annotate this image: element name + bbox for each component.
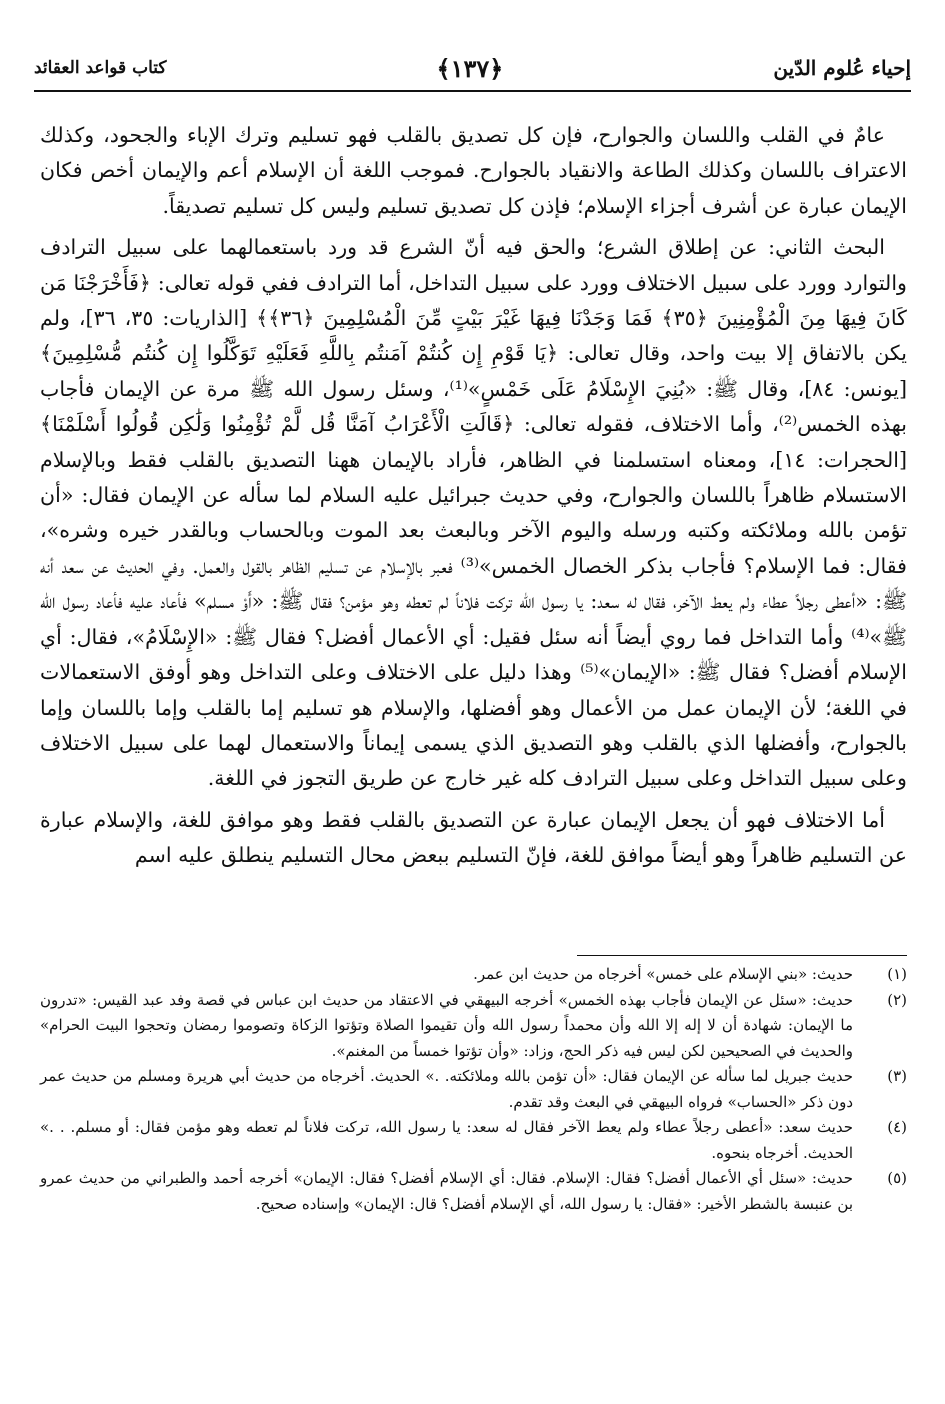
- footnote-text: حديث: «بني الإسلام على خمس» أخرجاه من حديث ابن عمر.: [473, 965, 853, 983]
- footnote-2: [40, 988, 907, 1065]
- book-title: إحياء عُلوم الدّين: [773, 56, 911, 80]
- footnote-text: حديث: «سئل عن الإيمان فأجاب بهذه الخمس» أخرجه البيهقي في الاعتقاد من حديث ابن عباس في قصة وفد عبد القيس: «تدرون ما الإيمان: شهادة أن لا إله إلا الله وأن محمداً رسول الله وأن تقيموا الصلاة وتؤتوا الزكاة وتصوموا رمضان وتحجوا البيت الحرام» والحديث في الصحيحين لكن ليس فيه ذكر الحج، وزاد: «وأن تؤتوا خمساً من المغنم».: [40, 990, 853, 1060]
- footnote-number: (٥): [887, 1169, 907, 1187]
- footnote-1: [40, 962, 907, 988]
- footnote-number: (٣): [887, 1067, 907, 1085]
- footnote-separator: [577, 955, 907, 956]
- footnote-4: [40, 1115, 907, 1166]
- footnote-3: [40, 1064, 907, 1115]
- paragraph-1: عامٌ في القلب واللسان والجوارح، فإن كل تصديق بالقلب فهو تسليم وترك الإباء والجحود، وكذلك الاعتراف باللسان وكذلك الطاعة والانقياد بالجوارح. فموجب اللغة أن الإسلام أعم والإيمان أخص فكان الإيمان عبارة عن أشرف أجزاء الإسلام؛ فإذن كل تصديق تسليم وليس كل تسليم تصديقاً.: [40, 123, 907, 218]
- main-text: [40, 118, 907, 874]
- footnote-text: حديث جبريل لما سأله عن الإيمان فقال: «أن تؤمن بالله وملائكته. .» الحديث. أخرجاه من حديث أبي هريرة ومسلم من حديث عمر دون ذكر «الحساب» فرواه البيهقي في البعث وقد تقدم.: [40, 1067, 853, 1111]
- footnote-number: (١): [887, 965, 907, 983]
- footnote-number: (٢): [887, 990, 907, 1009]
- footnote-number: (٤): [887, 1118, 907, 1136]
- page-header: [34, 50, 911, 92]
- paragraph-3: أما الاختلاف فهو أن يجعل الإيمان عبارة عن التصديق بالقلب فقط وهو موافق للغة، والإسلام عبارة عن التسليم ظاهراً وهو أيضاً موافق للغة، فإنّ التسليم ببعض محال التسليم ينطلق عليه اسم: [40, 807, 907, 868]
- section-title: كتاب قواعد العقائد: [34, 58, 167, 78]
- footnote-text: حديث: «سئل أي الأعمال أفضل؟ فقال: الإسلام. فقال: أي الإسلام أفضل؟ فقال: الإيمان» أخرجه أحمد والطبراني من حديث عمرو بن عنبسة بالشطر الأخير: «فقال: يا رسول الله، أي الإسلام أفضل؟ قال: الإيمان» وإسناده صحيح.: [40, 1169, 853, 1213]
- footnote-text: حديث سعد: «أعطى رجلاً عطاء ولم يعط الآخر فقال له سعد: يا رسول الله، تركت فلاناً لم تعطه وهو مؤمن فقال: أو مسلم. . .» الحديث. أخرجاه بنحوه.: [40, 1118, 853, 1162]
- footnotes: [40, 962, 907, 1217]
- paragraph-2: البحث الثاني: عن إطلاق الشرع؛ والحق فيه أنّ الشرع قد ورد باستعمالهما على سبيل الترادف والتوارد وورد على سبيل الاختلاف وورد على سبيل التداخل، أما الترادف ففي قوله تعالى: ﴿فَأَخْرَجْنَا مَن كَانَ فِيهَا مِنَ الْمُؤْمِنِينَ ﴿٣٥﴾ فَمَا وَجَدْنَا فِيهَا غَيْرَ بَيْتٍ مِّنَ الْمُسْلِمِينَ ﴿٣٦﴾﴾ [الذاريات: ٣٥، ٣٦]، ولم يكن بالاتفاق إلا بيت واحد، وقال تعالى: ﴿يَا قَوْمِ إِن كُنتُمْ آمَنتُم بِاللَّهِ فَعَلَيْهِ تَوَكَّلُوا إِن كُنتُم مُّسْلِمِينَ﴾ [يونس: ٨٤]، وقال ﷺ: «بُنِيَ الإِسْلَامُ عَلَى خَمْسٍ»⁽¹⁾، وسئل رسول الله ﷺ مرة عن الإيمان فأجاب بهذه الخمس⁽²⁾، وأما الاختلاف، فقوله تعالى: ﴿قَالَتِ الْأَعْرَابُ آمَنَّا قُل لَّمْ تُؤْمِنُوا وَلَٰكِن قُولُوا أَسْلَمْنَا﴾ [الحجرات: ١٤]، ومعناه استسلمنا في الظاهر، فأراد بالإيمان ههنا التصديق بالقلب فقط وبالإسلام الاستسلام ظاهراً باللسان والجوارح، وفي حديث جبرائيل عليه السلام لما سأله عن الإيمان فقال: «أن تؤمن بالله وملائكته وكتبه ورسله واليوم الآخر وبالبعث بعد الموت وبالحساب وبالقدر خيره وشره»، فقال: فما الإسلام؟ فأجاب بذكر الخصال الخمس»⁽³⁾ فعبر بالإسلام عن تسليم الظاهر بالقول والعمل. وفي الحديث عن سعد أنه ﷺ: «أعطى رجلاً عطاء ولم يعط الآخر، فقال له سعد: يا رسول الله تركت فلاناً لم تعطه وهو مؤمن؟ فقال ﷺ: «أَوْ مسلم» فأعاد عليه فأعاد رسول الله ﷺ»⁽⁴⁾ وأما التداخل فما روي أيضاً أنه سئل فقيل: أي الأعمال أفضل؟ فقال ﷺ: «الإِسْلَامُ»، فقال: أي الإسلام أفضل؟ فقال ﷺ: «الإيمان»⁽⁵⁾ وهذا دليل على الاختلاف وعلى التداخل وهو أوفق الاستعمالات في اللغة؛ لأن الإيمان عمل من الأعمال وهو أفضلها، والإسلام هو تسليم إما بالقلب وإما باللسان وإما بالجوارح، وأفضلها الذي بالقلب وهو التصديق الذي يسمى إيماناً والاستعمال لهما على سبيل الاختلاف وعلى سبيل التداخل وعلى سبيل الترادف كله غير خارج عن طريق التجوز في اللغة.: [40, 235, 908, 791]
- page-number: ﴿١٣٧﴾: [436, 53, 504, 83]
- footnote-5: [40, 1166, 907, 1217]
